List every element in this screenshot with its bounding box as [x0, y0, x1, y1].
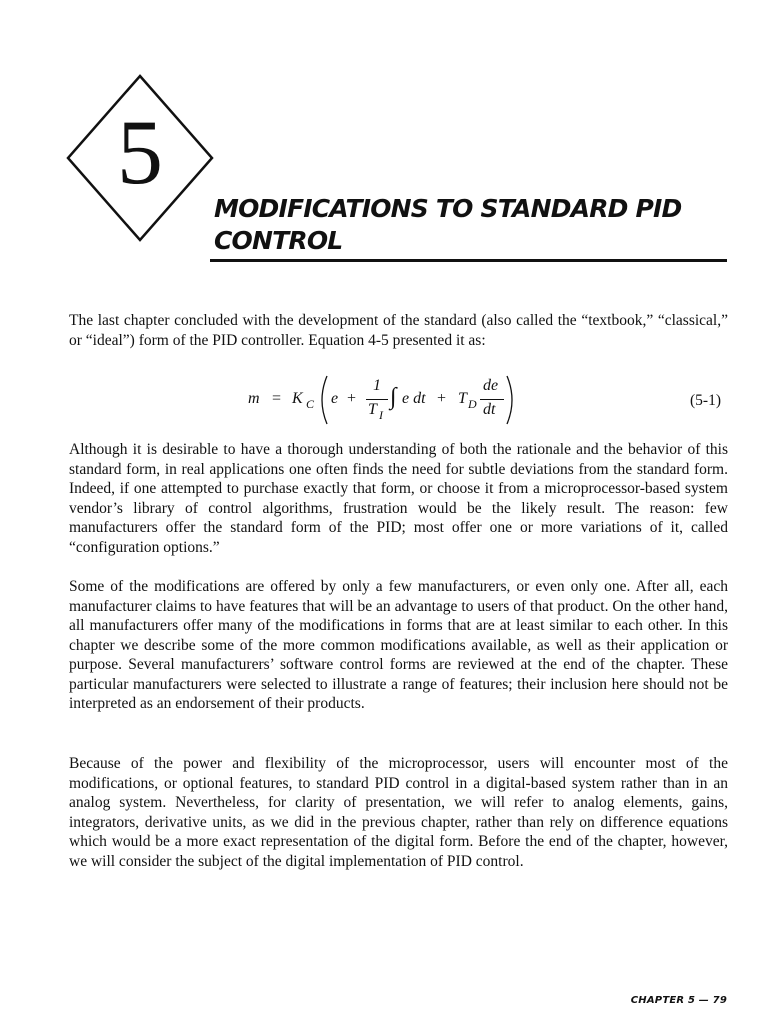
intro-paragraph: The last chapter concluded with the development of the standard (also called the “textbook,” “classical,” or “ideal”) form of the PID controller. Equation 4-5 presented it as:	[69, 312, 728, 349]
page-footer: CHAPTER 5 — 79	[630, 995, 727, 1006]
eq-deriv-bar	[480, 399, 504, 400]
eq-frac1-bar	[366, 399, 388, 400]
eq-integral-sign: ∫	[390, 384, 397, 410]
chapter-diamond	[66, 74, 214, 242]
eq-plus-1: +	[347, 390, 357, 407]
eq-integrand: e dt	[402, 390, 426, 407]
equation-5-1	[240, 372, 540, 428]
equation-number: (5-1)	[690, 392, 721, 409]
eq-gain-sub: C	[306, 397, 315, 411]
title-rule	[210, 259, 727, 262]
eq-right-paren	[504, 374, 518, 426]
chapter-number: 5	[117, 101, 163, 203]
eq-frac1-den: T	[368, 401, 377, 418]
eq-frac1-num: 1	[373, 377, 381, 394]
body-paragraph: Although it is desirable to have a thorough understanding of both the rationale and the behavior of this standard form, in real applications one often finds the need for subtle deviations from the standard form. Indeed, if one attempted to purchase exactly that form, or choose it from a microprocessor-based system vendor’s library of control algorithms, frustration would be the likely result. The reason: few manufacturers offer the standard form of the PID; most offer one or more variations of it, called “configuration options.”	[69, 441, 728, 556]
eq-equals: =	[272, 390, 282, 407]
eq-td: T	[458, 390, 467, 407]
eq-left-paren	[316, 374, 330, 426]
eq-deriv-den: dt	[483, 401, 496, 418]
eq-td-sub: D	[468, 397, 477, 411]
eq-plus-2: +	[437, 390, 447, 407]
eq-frac1-den-sub: I	[379, 408, 383, 422]
body-paragraph: Some of the modifications are offered by only a few manufacturers, or even only one. After all, each manufacturer claims to have features that will be an advantage to users of that product. On the other hand, all manufacturers offer many of the modifications in forms that are at least similar to each other. In this chapter we describe some of the more common modifications available, as well as their application or purpose. Several manufacturers’ software control forms are reviewed at the end of the chapter. These particular manufacturers were selected to illustrate a range of features; their inclusion here should not be interpreted as an endorsement of their products.	[69, 578, 728, 712]
chapter-title: MODIFICATIONS TO STANDARD PID CONTROL	[214, 194, 682, 255]
eq-deriv-num: de	[483, 377, 499, 394]
eq-gain: K	[292, 390, 303, 407]
eq-e: e	[331, 390, 339, 407]
eq-lhs: m	[248, 390, 260, 407]
body-paragraph: Because of the power and flexibility of the microprocessor, users will encounter most of the modifications, or optional features, to standard PID control in a digital-based system rather than in an analog system. Nevertheless, for clarity of presentation, we will refer to analog elements, gains, integrators, derivative units, as we did in the previous chapter, rather than rely on difference equations which would be a more exact representation of the digital form. Before the end of the chapter, however, we will consider the subject of the digital implementation of PID control.	[69, 755, 728, 870]
